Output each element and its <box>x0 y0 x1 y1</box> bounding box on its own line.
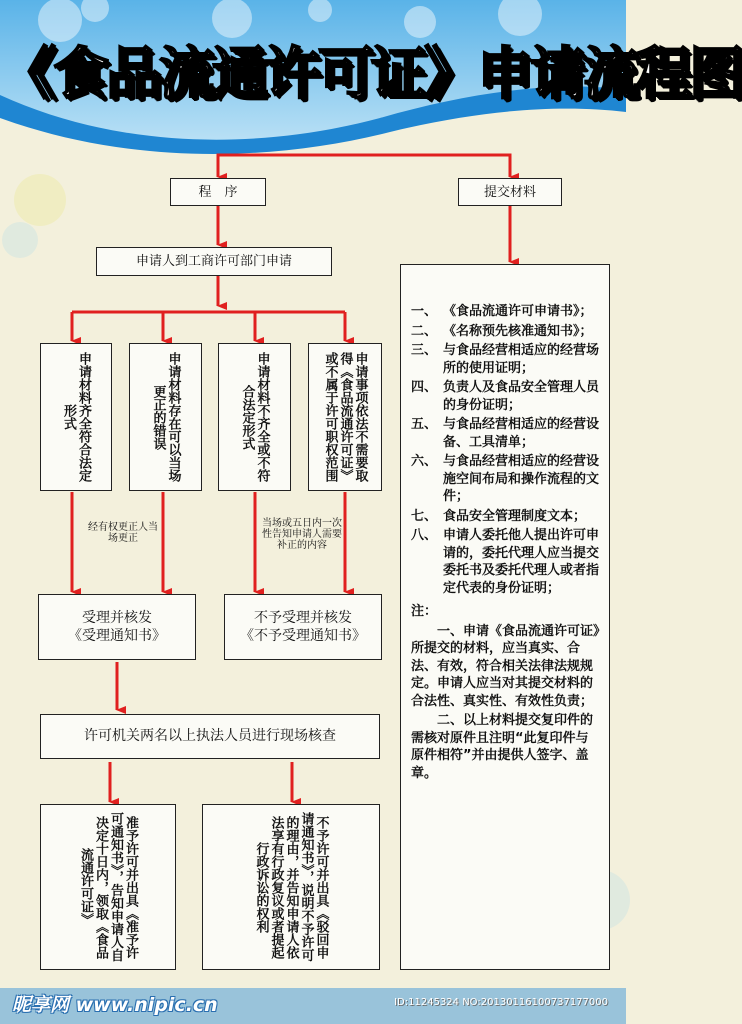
note-label: 注： <box>411 604 438 619</box>
materials-header-label: 提交材料 <box>483 184 536 200</box>
materials-list <box>411 303 601 597</box>
accept-box <box>38 594 196 660</box>
case-2-text: 申请材料存在可以当场更正的错误 <box>150 352 181 482</box>
case-box-correctable <box>129 343 202 491</box>
material-text: 《名称预先核准通知书》； <box>443 323 593 339</box>
material-number: 六、 <box>411 454 438 469</box>
material-item <box>411 303 601 321</box>
material-text: 与食品经营相适应的经营场所的使用证明； <box>443 343 600 376</box>
material-text: 《食品流通许可申请书》； <box>443 304 593 319</box>
notes-list <box>411 623 601 783</box>
material-item <box>411 416 601 451</box>
case-box-out-of-scope <box>308 343 382 491</box>
material-item <box>411 379 601 414</box>
apply-box <box>96 247 332 276</box>
material-item <box>411 527 601 597</box>
page-title: 《食品流通许可证》申请流程图 <box>0 42 742 107</box>
material-number: 七、 <box>411 508 438 524</box>
apply-label: 申请人到工商许可部门申请 <box>135 254 292 269</box>
material-text: 食品安全管理制度文本； <box>443 508 587 524</box>
material-number: 三、 <box>411 343 438 358</box>
deny-box <box>202 804 380 970</box>
deny-text: 不予许可并出具《驳回申请通知书》，说明不予许可的理由，并告知申请人依法享有行政复议或者提起行政诉讼的权利 <box>253 812 329 962</box>
material-number: 四、 <box>411 380 438 395</box>
case-box-incomplete <box>218 343 291 491</box>
material-text: 负责人及食品安全管理人员的身份证明； <box>443 380 600 413</box>
material-item <box>411 342 601 377</box>
materials-header-box <box>458 178 562 206</box>
reject-line-1: 不予受理并核发 <box>254 610 352 626</box>
footer-id: ID:11245324 NO:20130116100737177000 <box>394 997 608 1008</box>
material-number: 八、 <box>411 528 438 543</box>
grant-text: 准予许可并出具《准予许可通知书》，告知申请人自决定十日内，领取《食品流通许可证》 <box>78 812 138 962</box>
grant-box <box>40 804 176 970</box>
material-number: 一、 <box>411 304 438 319</box>
footer-logo: 昵享网 www.nipic.cn <box>12 994 218 1016</box>
material-text: 与食品经营相适应的经营设施空间布局和操作流程的文件； <box>443 454 600 504</box>
reject-line-2: 《不予受理通知书》 <box>240 628 366 644</box>
connector-top <box>218 155 510 176</box>
material-text: 与食品经营相适应的经营设备、工具清单； <box>443 417 600 450</box>
edge-label-supplement: 当场或五日内一次性告知申请人需要补正的内容 <box>262 518 342 551</box>
material-number: 五、 <box>411 417 438 432</box>
accept-line-2: 《受理通知书》 <box>68 628 166 644</box>
edge-label-correct: 经有权更正人当场更正 <box>88 522 158 544</box>
case-3-text: 申请材料不齐全或不符合法定形式 <box>239 352 270 482</box>
case-1-text: 申请材料齐全符合法定形式 <box>61 352 91 482</box>
material-text: 申请人委托他人提出许可申请的，委托代理人应当提交委托书及委托代理人或者指定代表的身份证明； <box>443 528 600 596</box>
inspection-label: 许可机关两名以上执法人员进行现场核查 <box>84 728 336 744</box>
reject-box <box>224 594 382 660</box>
material-item <box>411 453 601 506</box>
program-label: 程 序 <box>198 184 238 200</box>
inspection-box <box>40 714 380 759</box>
program-box <box>170 178 266 206</box>
material-number: 二、 <box>411 323 438 339</box>
materials-panel <box>400 264 610 970</box>
case-box-complete <box>40 343 112 491</box>
note-item: 一、申请《食品流通许可证》所提交的材料，应当真实、合法、有效，符合相关法律法规规定。申请人应当对其提交材料的合法性、真实性、有效性负责； <box>411 623 600 709</box>
material-item <box>411 508 601 526</box>
note-item: 二、以上材料提交复印件的需核对原件且注明“此复印件与原件相符”并由提供人签字、盖章。 <box>411 713 594 781</box>
material-item <box>411 323 601 341</box>
case-4-text: 申请事项依法不需要取得《食品流通许可证》或不属于许可职权范围 <box>322 352 368 482</box>
accept-line-1: 受理并核发 <box>82 610 152 626</box>
